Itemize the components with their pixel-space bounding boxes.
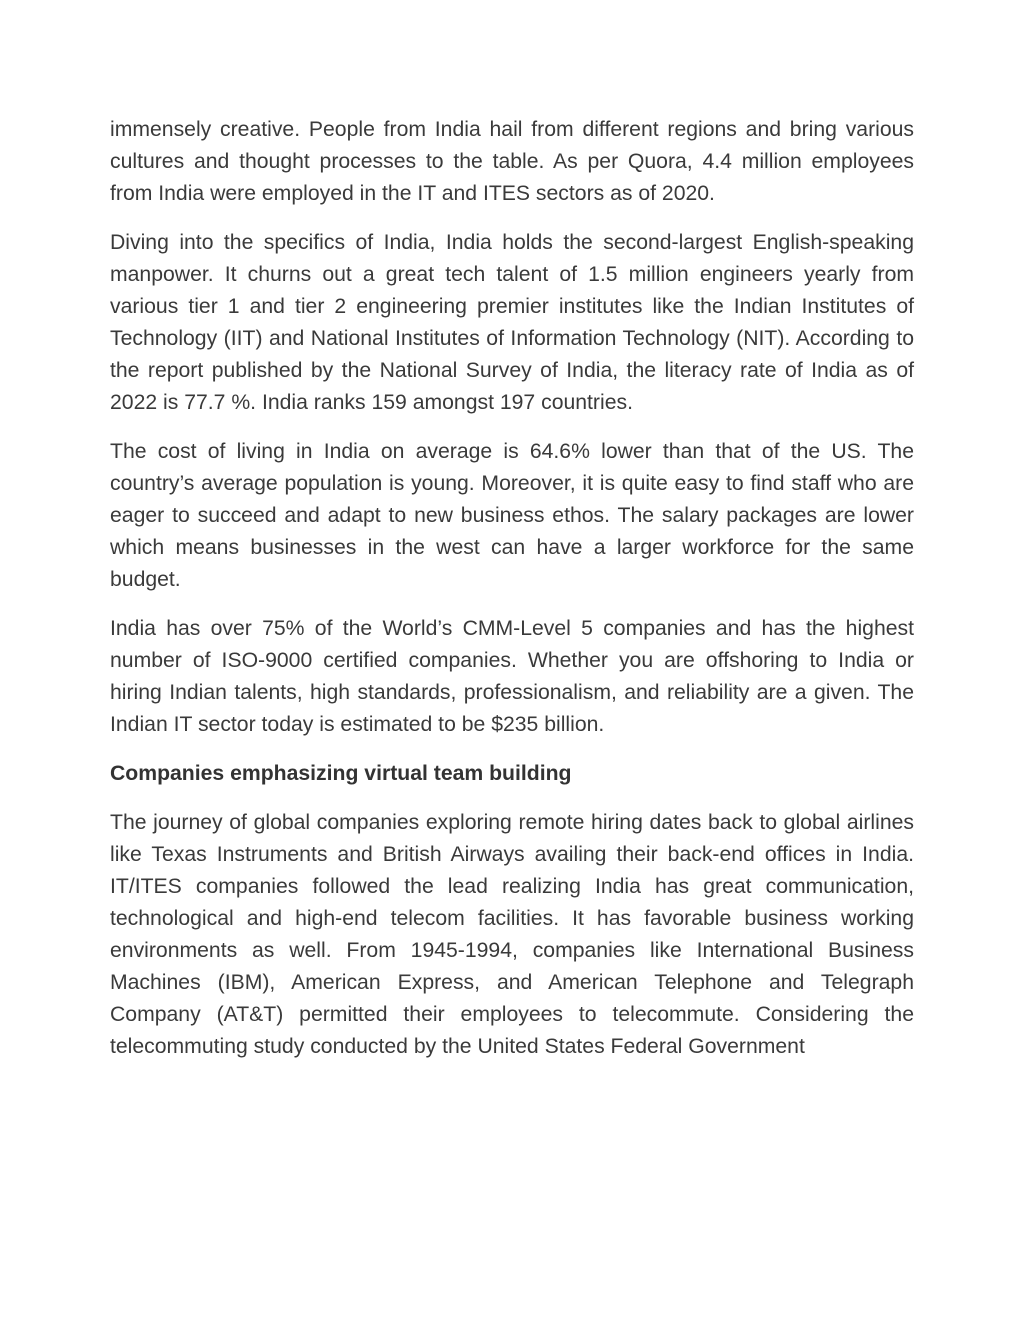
paragraph-remote-hiring-history: The journey of global companies exploring remote hiring dates back to global airlines like Texas Instruments and British Airways availing their back-end offices in India. IT/ITES companies followed the lead realizing India has great communication, technological and high-end telecom facilities. It has favorable business working environments as well. From 1945-1994, companies like International Business Machines (IBM), American Express, and American Telephone and Telegraph Company (AT&T) permitted their employees to telecommute. Considering the telecommuting study conducted by the United States Federal Government (110, 811, 914, 1058)
paragraph-cmm-level-companies: India has over 75% of the World’s CMM-Level 5 companies and has the highest number of ISO-9000 certified companies. Whether you are offshoring to India or hiring Indian talents, high standards, professionalism, and reliability are a given. The Indian IT sector today is estimated to be $235 billion. (110, 617, 914, 736)
paragraph-english-speaking-manpower: Diving into the specifics of India, India holds the second-largest English-speaking manpower. It churns out a great tech talent of 1.5 million engineers yearly from various tier 1 and tier 2 engineering premier institutes like the Indian Institutes of Technology (IIT) and National Institutes of Information Technology (NIT). According to the report published by the National Survey of India, the literacy rate of India as of 2022 is 77.7 %. India ranks 159 amongst 197 countries. (110, 231, 914, 414)
paragraph-talent-pool: immensely creative. People from India hail from different regions and bring various cultures and thought processes to the table. As per Quora, 4.4 million employees from India were employed in the IT and ITES sectors as of 2020. (110, 118, 914, 205)
document-body (110, 114, 914, 1080)
section-heading: Companies emphasizing virtual team building (110, 762, 572, 785)
paragraph-cost-of-living: The cost of living in India on average is 64.6% lower than that of the US. The country’s average population is young. Moreover, it is quite easy to find staff who are eager to succeed and adapt to new business ethos. The salary packages are lower which means businesses in the west can have a larger workforce for the same budget. (110, 440, 914, 591)
